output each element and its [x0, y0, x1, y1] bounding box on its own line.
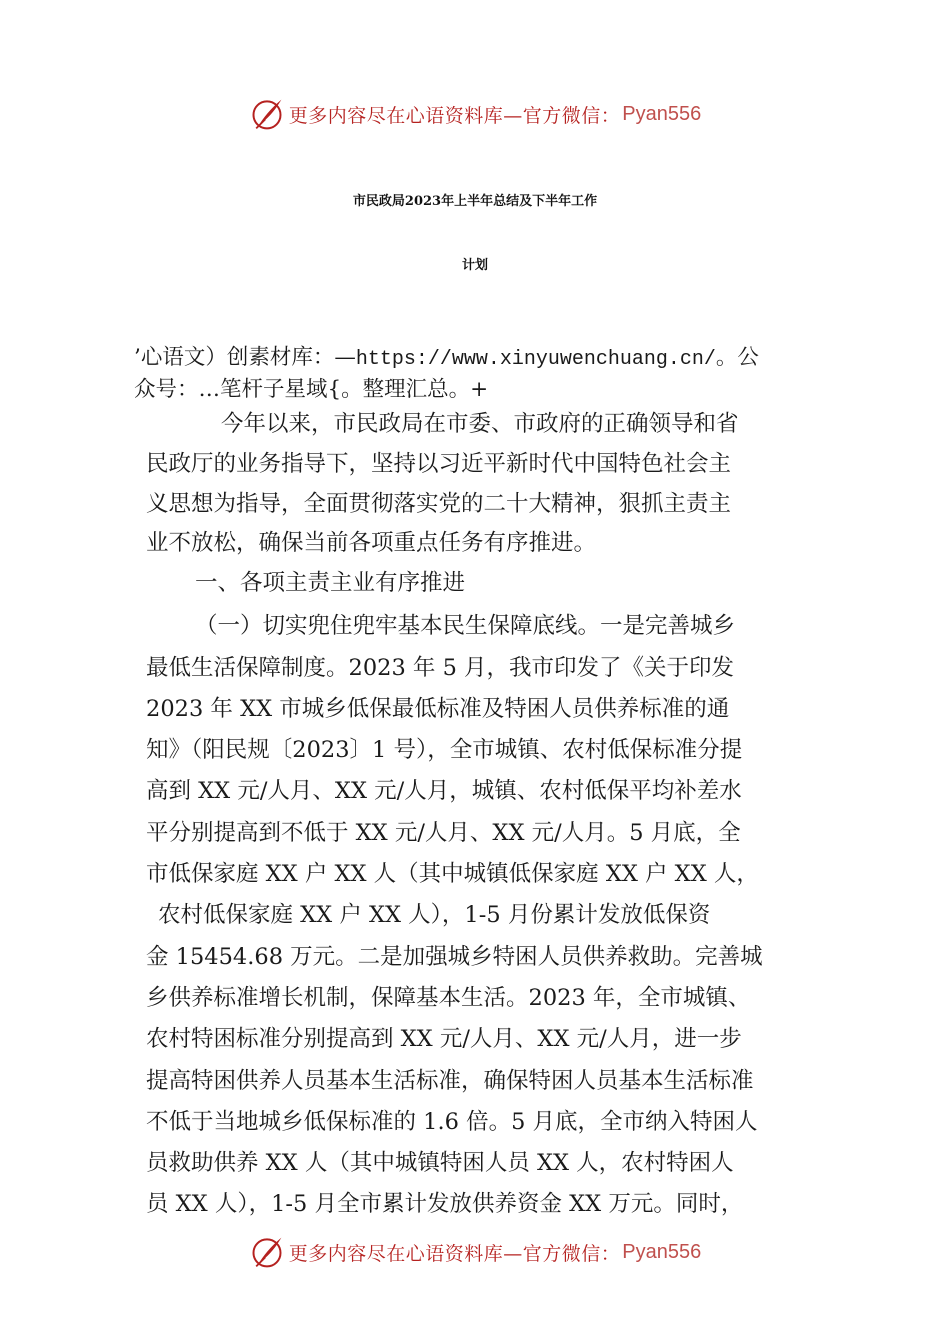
body-line: 市低保家庭 XX 户 XX 人（其中城镇低保家庭 XX 户 XX 人， [146, 861, 759, 887]
document-title-line-2: 计划 [461, 258, 488, 273]
source-note-line-2: 众号：…笔杆子星域{。整理汇总。+ [134, 377, 489, 402]
body-line: 乡供养标准增长机制，保障基本生活。2023 年，全市城镇、 [146, 985, 751, 1011]
wechat-id: Pyan556 [622, 102, 702, 125]
wechat-id: Pyan556 [622, 1240, 702, 1263]
feather-quill-icon [249, 96, 285, 132]
source-url[interactable]: https://www.xinyuwenchuang.cn/ [355, 348, 716, 371]
body-line: 农村低保家庭 XX 户 XX 人），1-5 月份累计发放低保资 [158, 902, 711, 928]
source-note-line-1 [134, 340, 759, 371]
body-line: 金 15454.68 万元。二是加强城乡特困人员供养救助。完善城 [146, 944, 763, 970]
section-heading: 一、各项主责主业有序推进 [195, 570, 466, 596]
body-line: 提高特困供养人员基本生活标准，确保特困人员基本生活标准 [146, 1068, 754, 1094]
source-prefix: ’心语文）创素材库：— [134, 345, 356, 370]
body-line: 最低生活保障制度。2023 年 5 月，我市印发了《关于印发 [146, 655, 735, 681]
body-line: 民政厅的业务指导下，坚持以习近平新时代中国特色社会主 [146, 451, 732, 477]
body-line: （一）切实兜住兜牢基本民生保障底线。一是完善城乡 [195, 613, 736, 639]
body-line: 今年以来，市民政局在市委、市政府的正确领导和省 [221, 411, 739, 437]
body-line: 农村特困标准分别提高到 XX 元/人月、XX 元/人月，进一步 [146, 1026, 742, 1052]
source-suffix: 。公 [715, 345, 759, 370]
banner-text: 更多内容尽在心语资料库—官方微信： [288, 1242, 621, 1265]
document-title-line-1: 市民政局2023年上半年总结及下半年工作 [352, 194, 598, 209]
body-line: 业不放松，确保当前各项重点任务有序推进。 [146, 530, 597, 556]
body-line: 义思想为指导，全面贯彻落实党的二十大精神，狠抓主责主 [146, 491, 732, 517]
body-line: 知》（阳民规〔2023〕1 号），全市城镇、农村低保标准分提 [146, 737, 743, 763]
body-line: 高到 XX 元/人月、XX 元/人月，城镇、农村低保平均补差水 [146, 778, 742, 804]
body-line: 2023 年 XX 市城乡低保最低标准及特困人员供养标准的通 [146, 696, 730, 722]
banner-text: 更多内容尽在心语资料库—官方微信： [288, 104, 621, 127]
body-line: 员 XX 人），1-5 月全市累计发放供养资金 XX 万元。同时， [146, 1191, 744, 1217]
body-line: 平分别提高到不低于 XX 元/人月、XX 元/人月。5 月底，全 [146, 820, 741, 846]
header-banner [0, 94, 950, 134]
body-line: 员救助供养 XX 人（其中城镇特困人员 XX 人，农村特困人 [146, 1150, 734, 1176]
body-line: 不低于当地城乡低保标准的 1.6 倍。5 月底，全市纳入特困人 [146, 1109, 758, 1135]
footer-banner [0, 1232, 950, 1272]
feather-quill-icon [249, 1234, 285, 1270]
